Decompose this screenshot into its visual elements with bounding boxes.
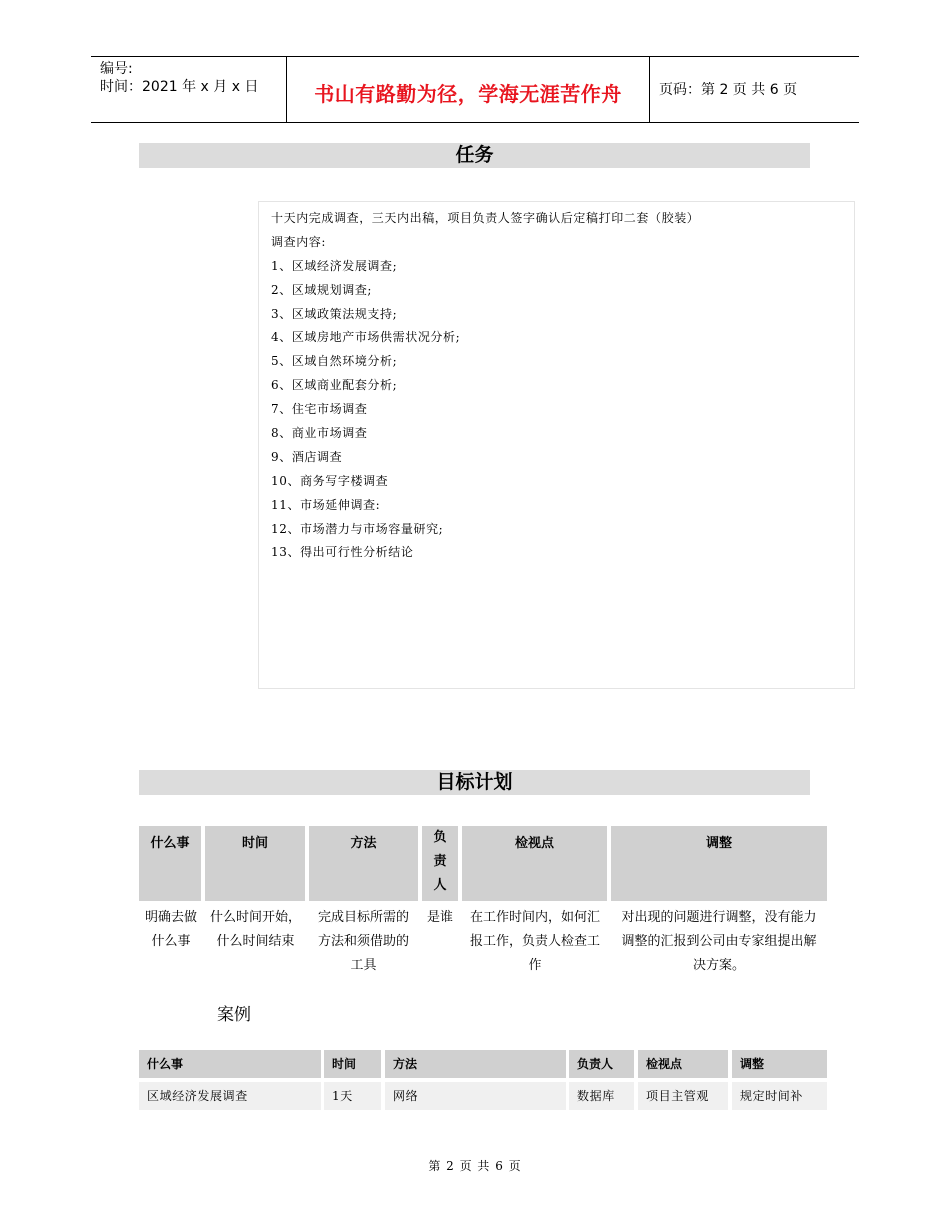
- plan-section-title: 目标计划: [139, 770, 810, 795]
- case-cell-what: 区域经济发展调查: [139, 1082, 321, 1110]
- case-header-time: 时间: [324, 1050, 381, 1078]
- plan-cell-time: 什么时间开始，什么时间结束: [210, 910, 302, 949]
- plan-cell-what: 明确去做什么事: [144, 910, 197, 949]
- task-line: 5、区域自然环境分析;: [271, 354, 398, 369]
- task-line: 1、区域经济发展调查;: [271, 258, 398, 273]
- header-top-rule: [91, 56, 859, 57]
- case-title: 案例: [217, 1005, 251, 1025]
- header-motto: 书山有路勤为径，学海无涯苦作舟: [314, 82, 622, 106]
- plan-cell-checkpoint: 在工作时间内，如何汇报工作，负责人检查工作: [469, 910, 600, 973]
- case-cell-owner: 数据库: [569, 1082, 634, 1110]
- header-divider: [649, 57, 650, 122]
- task-line: 8、商业市场调查: [271, 426, 368, 441]
- task-line: 4、区域房地产市场供需状况分析;: [271, 330, 461, 345]
- page-footer: 第 2 页 共 6 页: [428, 1159, 522, 1173]
- case-cell-checkpoint: 项目主管观: [638, 1082, 728, 1110]
- plan-cell-adjust: 对出现的问题进行调整，没有能力调整的汇报到公司由专家组提出解决方案。: [621, 910, 817, 973]
- case-header-adjust: 调整: [732, 1050, 827, 1078]
- plan-header-time: 时间: [205, 826, 305, 901]
- case-header-what: 什么事: [139, 1050, 321, 1078]
- task-line: 11、市场延伸调查:: [271, 497, 381, 512]
- plan-header-what: 什么事: [139, 826, 201, 901]
- task-content-lines: [271, 207, 699, 565]
- plan-header-checkpoint: 检视点: [462, 826, 607, 901]
- task-line: 9、酒店调查: [271, 449, 343, 464]
- header-bottom-rule: [91, 122, 859, 123]
- serial-label: 编号:: [100, 61, 133, 77]
- task-line: 7、住宅市场调查: [271, 402, 368, 417]
- date-label: 时间：2021 年 x 月 x 日: [100, 79, 259, 95]
- task-line: 调查内容:: [271, 234, 327, 249]
- case-header-method: 方法: [385, 1050, 566, 1078]
- task-section-title: 任务: [139, 143, 810, 168]
- case-header-checkpoint: 检视点: [638, 1050, 728, 1078]
- case-cell-adjust: 规定时间补: [732, 1082, 827, 1110]
- page-code: 页码：第 2 页 共 6 页: [659, 82, 798, 98]
- task-line: 13、得出可行性分析结论: [271, 545, 414, 560]
- plan-cell-owner: 是谁: [426, 910, 453, 925]
- task-line: 10、商务写字楼调查: [271, 473, 389, 488]
- task-line: 6、区域商业配套分析;: [271, 378, 398, 393]
- plan-header-owner: 负责人: [422, 826, 458, 901]
- task-content-box: [258, 201, 855, 689]
- header-divider: [286, 57, 287, 122]
- task-line: 十天内完成调查，三天内出稿，项目负责人签字确认后定稿打印二套（胶装）: [271, 211, 700, 225]
- case-cell-time: 1天: [324, 1082, 381, 1110]
- plan-header-method: 方法: [309, 826, 418, 901]
- task-line: 3、区域政策法规支持;: [271, 306, 398, 321]
- task-line: 12、市场潜力与市场容量研究;: [271, 521, 444, 536]
- plan-cell-method: 完成目标所需的方法和须借助的工具: [317, 910, 409, 973]
- case-cell-method: 网络: [385, 1082, 566, 1110]
- case-header-owner: 负责人: [569, 1050, 634, 1078]
- plan-header-adjust: 调整: [611, 826, 827, 901]
- task-line: 2、区域规划调查;: [271, 282, 373, 297]
